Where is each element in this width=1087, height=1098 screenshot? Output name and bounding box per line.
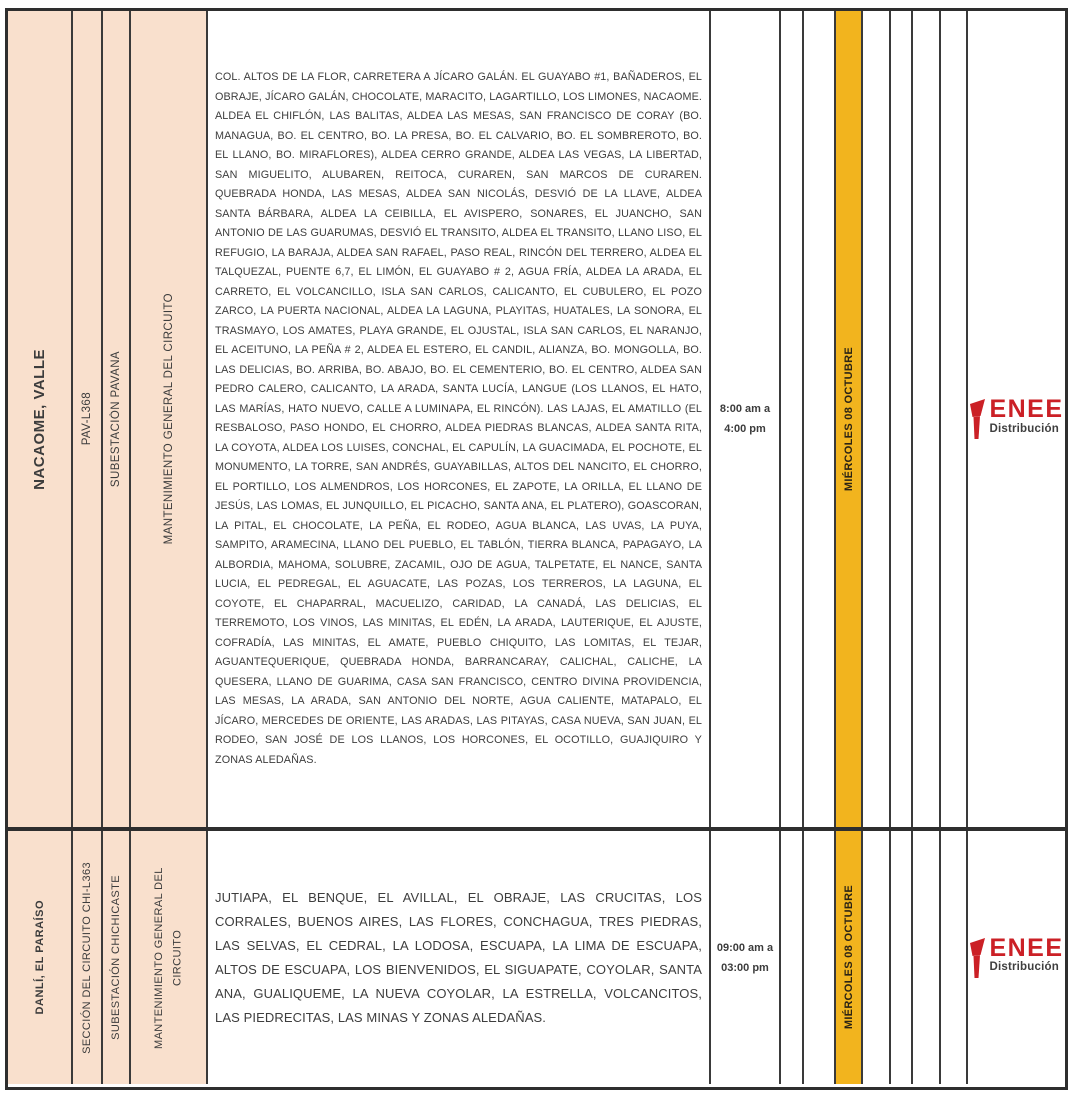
table-row: [8, 11, 1065, 831]
empty-cell: [891, 11, 913, 827]
substation-label: SUBESTACIÓN PAVANA: [110, 350, 122, 488]
location-cell: [8, 11, 73, 827]
work-type-cell: [131, 831, 208, 1084]
substation-label: SUBESTACIÓN CHICHICASTE: [110, 875, 122, 1040]
enee-brand-label: ENEE: [989, 933, 1064, 962]
enee-bolt-icon: [969, 398, 986, 440]
empty-cell: [781, 831, 804, 1084]
time-cell: [711, 11, 781, 827]
enee-subtitle-label: Distribución: [989, 961, 1059, 974]
circuit-cell: [73, 831, 103, 1084]
empty-cell: [941, 11, 968, 827]
work-type-label: MANTENIMIENTO GENERAL DEL CIRCUITO: [162, 293, 175, 545]
enee-brand-label: ENEE: [989, 395, 1064, 423]
time-start: 8:00 am a: [719, 403, 771, 415]
date-cell: [836, 831, 863, 1084]
circuit-cell: [73, 11, 103, 827]
logo-cell: [968, 11, 1065, 827]
empty-cell: [941, 831, 968, 1084]
affected-areas-text: COL. ALTOS DE LA FLOR, CARRETERA A JÍCARO GALÁN. EL GUAYABO #1, BAÑADEROS, EL OBRAJE, JÍCARO GALÁN, CHOCOLATE, MARACITO, LAGARTILLO, LOS LIMONES, NACAOME. ALDEA EL CHIFLÓN, LAS BALITAS, ALDEA LAS MESAS, SAN FRANCISCO DE CORAY (BO. MANAGUA, BO. EL CENTRO, BO. LA PRESA, BO. EL CALVARIO, BO. EL SOMBREROTO, BO. EL LLANO, BO. MIRAFLORES), ALDEA CERRO GRANDE, ALDEA LAS VEGAS, LA LIBERTAD, SAN MIGUELITO, ALUBAREN, REITOCA, CURAREN, SAN MARCOS DE CURAREN. QUEBRADA HONDA, LAS MESAS, ALDEA SAN NICOLÁS, DESVIÓ DE LA LLAVE, ALDEA SANTA BÁRBARA, ALDEA LA CEIBILLA, EL AVISPERO, SONARES, EL JUANCHO, SAN ANTONIO DE LAS GUARUMAS, DESVIÓ EL TRANSITO, ALDEA EL TRANSITO, LLANO LISO, EL REFUGIO, LA BARAJA, ALDEA SAN RAFAEL, PASO REAL, RINCÓN DEL TERRERO, ALDEA EL TALQUEZAL, PUENTE 6,7, EL LIMÓN, EL GUAYABO # 2, AGUA FRÍA, ALDEA LA ARADA, EL CARRETO, EL VOLCANCILLO, ISLA SAN CARLOS, CALICANTO, EL CUBULERO, EL POZO ZARCO, LA PUERTA NACIONAL, ALDEA LA LAGUNA, PLAYITAS, HUATALES, LA SONORA, EL TRASMAYO, LOS AMATES, PLAYA GRANDE, EL OJUSTAL, ISLA SAN CARLOS, EL NARANJO, EL ACEITUNO, LA PEÑA # 2, ALDEA EL ESTERO, EL CANDIL, ALIANZA, BO. MONGOLLA, BO. LAS DELICIAS, BO. ARRIBA, BO. ABAJO, BO. EL CEMENTERIO, BO. EL CENTRO, ALDEA SAN PEDRO CALERO, CALICANTO, LA ARADA, SANTA LUCÍA, LANGUE (LOS LLANOS, EL HATO, LAS MARÍAS, HATO NUEVO, CALLE A LUMINAPA, EL RINCÓN). LAS LAJAS, EL AMATILLO (EL RESBALOSO, PASO HONDO, EL CHORRO, ALDEA PIEDRAS BLANCAS, ALDEA SANTA RITA, LA COYOTA, ALDEA LOS LUISES, CONCHAL, EL CAPULÍN, LA GUACIMADA, EL POCHOTE, EL MONUMENTO, LA TORRE, SAN ANDRÉS, GUAYABILLAS, ALTOS DEL NANCITO, EL CHORRO, EL PORTILLO, LOS ALMENDROS, LOS HORCONES, EL ZAPOTE, LA ORILLA, EL LLANO DE JESÚS, LAS LOMAS, EL JUNQUILLO, EL PICACHO, SANTA ANA, EL PLATERO), GOASCORAN, LA PITAL, EL CHOCOLATE, LA PEÑA, EL RODEO, AGUA BLANCA, LAS UVAS, LA PUYA, SAMPITO, ARAMECINA, LLANO DEL PUEBLO, EL TABLÓN, TIERRA BLANCA, PAPAGAYO, LA ALBORDIA, MAHOMA, SOLUBRE, ZACAMIL, OJO DE AGUA, TALPETATE, EL NANCE, SANTA LUCIA, EL PEDREGAL, EL AGUACATE, LAS POZAS, LOS TERREROS, LA LAGUNA, EL COYOTE, EL CHAPARRAL, MACUELIZO, CARIDAD, LA CANADÁ, LAS DELICIAS, EL TERREMOTO, LOS VINOS, LAS MINITAS, EL EDÉN, LA ARADA, LAUTERIQUE, EL AJUSTE, COFRADÍA, LAS MINITAS, EL AMATE, PUEBLO CHIQUITO, LAS LOMITAS, EL TEJAR, AGUANTEQUERIQUE, QUEBRADA HONDA, BARRANCARAY, CALICHAL, CALICHE, LA QUESERA, LLANO DE GUARIMA, CASA SAN FRANCISCO, CENTRO DIVINA PROVIDENCIA, LAS MESAS, LA ARADA, SAN ANTONIO DEL NORTE, AGUA CALIENTE, MATAPALO, EL JÍCARO, MERCEDES DE ORIENTE, LAS ARADAS, LAS PITAYAS, CASA NUEVA, SAN JUAN, EL RODEO, SAN JOSÉ DE LOS LLANOS, LOS HORCONES, EL OCOTILLO, GUAJIQUIRO Y ZONAS ALEDAÑAS.: [215, 71, 702, 766]
time-range: [717, 938, 773, 978]
time-end: 4:00 pm: [724, 423, 766, 435]
substation-cell: [103, 11, 131, 827]
empty-cell: [863, 831, 891, 1084]
work-type-cell: [131, 11, 208, 827]
empty-cell: [863, 11, 891, 827]
enee-logo: [969, 933, 1064, 979]
empty-cell: [913, 831, 941, 1084]
outage-schedule-table: [5, 8, 1068, 1090]
time-cell: [711, 831, 781, 1084]
time-start: 09:00 am a: [716, 941, 774, 954]
enee-subtitle-label: Distribución: [989, 422, 1059, 435]
enee-logo-text: [989, 395, 1064, 435]
logo-cell: [968, 831, 1065, 1084]
empty-cell: [913, 11, 941, 827]
affected-areas-text: JUTIAPA, EL BENQUE, EL AVILLAL, EL OBRAJE, LAS CRUCITAS, LOS CORRALES, BUENOS AIRES, LAS FLORES, CONCHAGUA, TRES PIEDRAS, LAS SELVAS, EL CEDRAL, LA LODOSA, ESCUAPA, LA LIMA DE ESCUAPA, ALTOS DE ESCUAPA, LOS BIENVENIDOS, EL SIGUAPATE, COYOLAR, SANTA ANA, GUALIQUEME, LA NUEVA COYOLAR, LA ESTRELLA, VOLCANCITOS, LAS PIEDRECITAS, LAS MINAS Y ZONAS ALEDAÑAS.: [215, 889, 702, 1025]
time-range: [720, 399, 770, 439]
substation-cell: [103, 831, 131, 1084]
circuit-label: SECCIÓN DEL CIRCUITO CHI-L363: [81, 861, 93, 1054]
affected-areas-cell: [208, 11, 711, 827]
location-label: NACAOME, VALLE: [31, 348, 48, 490]
enee-logo: [969, 395, 1064, 440]
enee-logo-text: [989, 933, 1064, 974]
circuit-label: PAV-L368: [81, 392, 93, 446]
empty-cell: [804, 11, 836, 827]
location-label: DANLÍ, EL PARAÍSO: [33, 900, 46, 1015]
date-cell: [836, 11, 863, 827]
enee-bolt-icon: [969, 937, 986, 979]
empty-cell: [891, 831, 913, 1084]
time-end: 03:00 pm: [721, 961, 769, 974]
date-label: MIÉRCOLES 08 OCTUBRE: [842, 885, 855, 1030]
date-label: MIÉRCOLES 08 OCTUBRE: [842, 346, 855, 492]
table-row: [8, 831, 1065, 1084]
location-cell: [8, 831, 73, 1084]
empty-cell: [781, 11, 804, 827]
affected-areas-cell: [208, 831, 711, 1084]
empty-cell: [804, 831, 836, 1084]
work-type-label: MANTENIMIENTO GENERAL DEL CIRCUITO: [152, 866, 184, 1049]
